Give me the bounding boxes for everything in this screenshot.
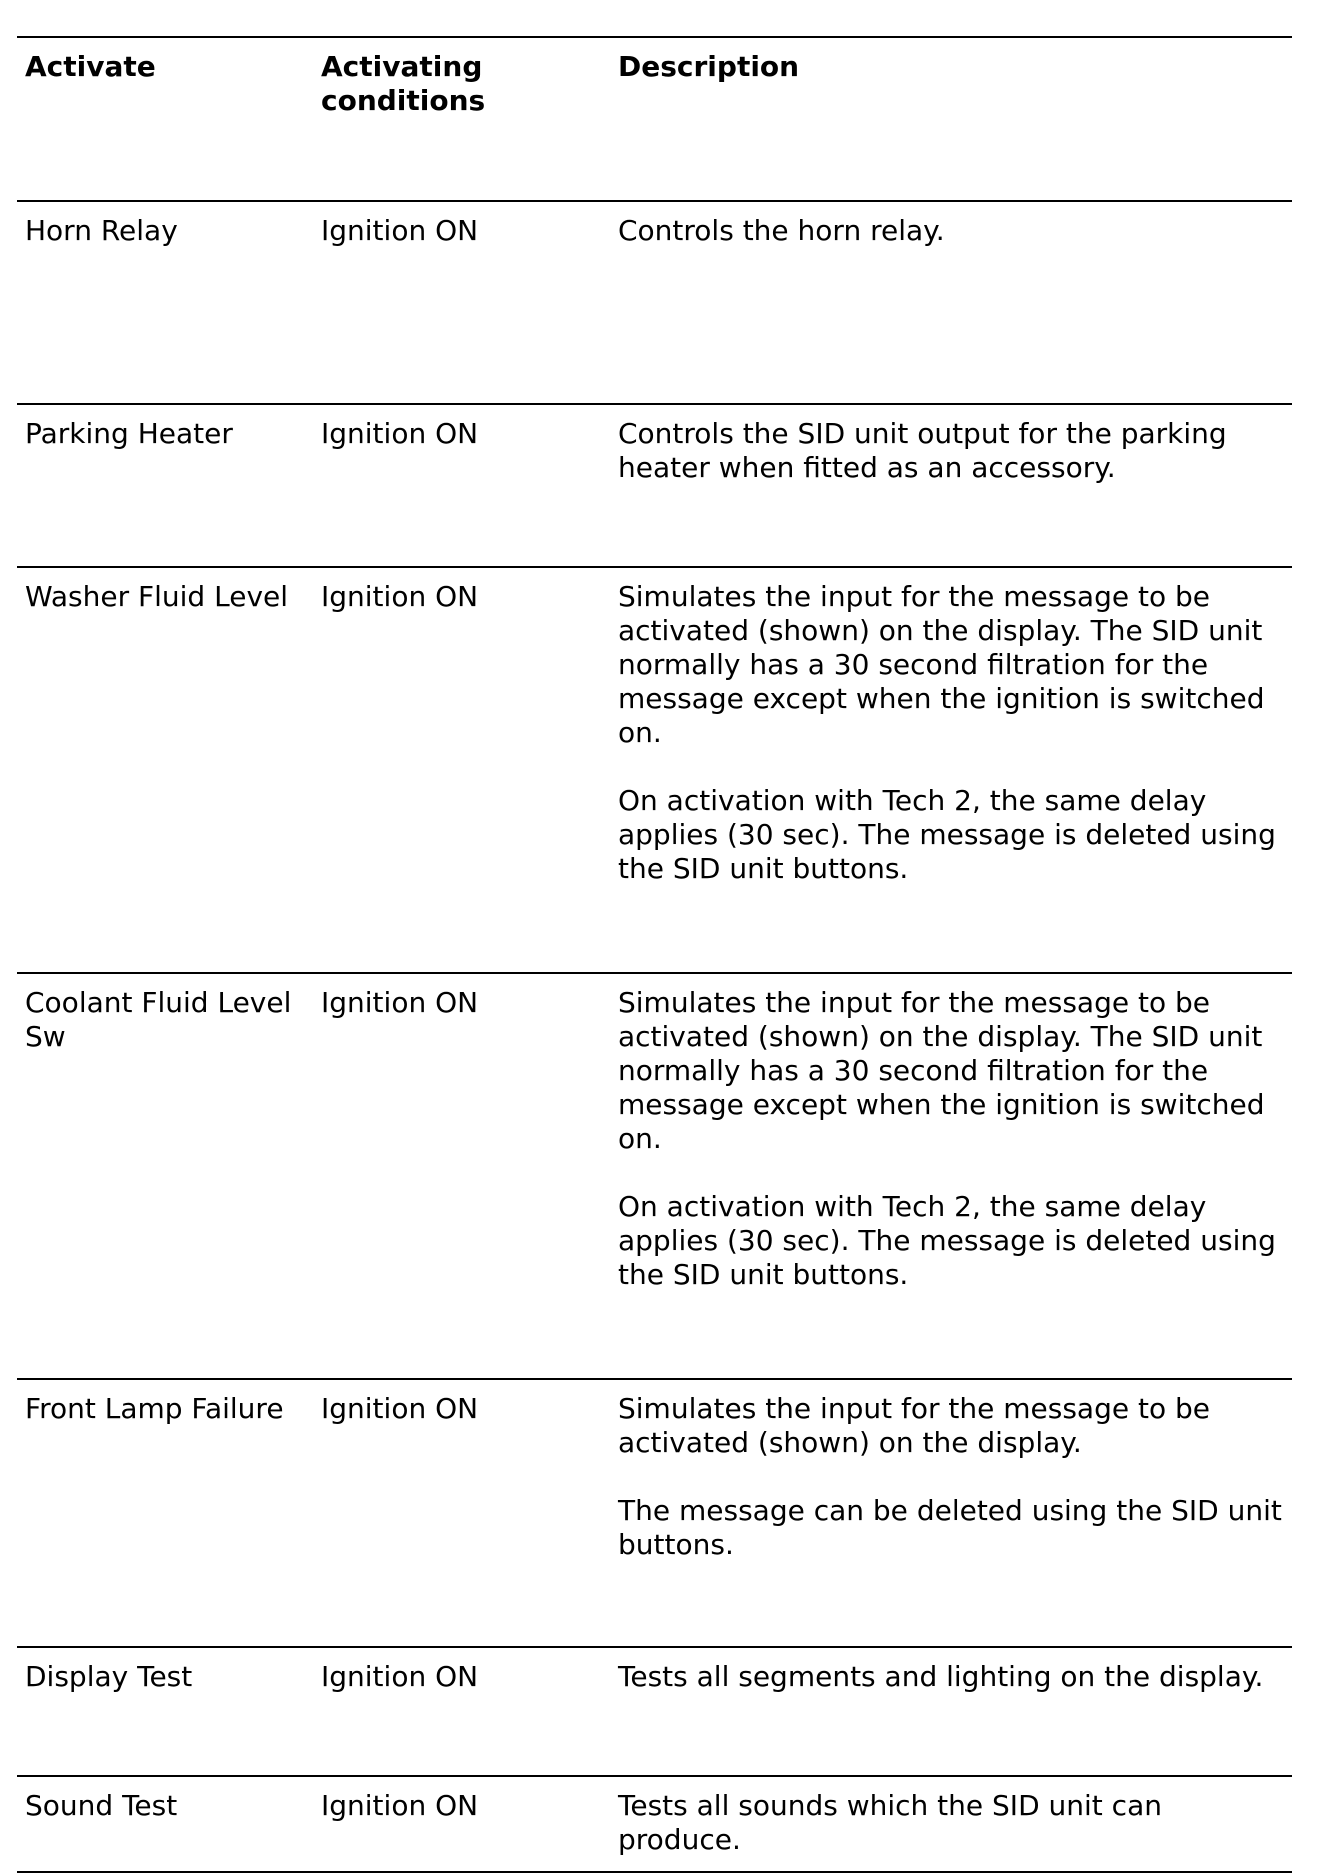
row-description	[618, 214, 1290, 248]
activation-table	[17, 36, 1292, 1873]
table-header-row	[17, 36, 1292, 200]
description-paragraph: Simulates the input for the message to be activated (shown) on the display.	[618, 1392, 1210, 1459]
row-description	[618, 986, 1290, 1292]
header-description: Description	[618, 50, 800, 83]
header-activate: Activate	[25, 50, 156, 83]
row-conditions: Ignition ON	[321, 580, 479, 613]
description-paragraph: Controls the horn relay.	[618, 214, 945, 247]
description-paragraph: Controls the SID unit output for the parking heater when fitted as an accessory.	[618, 417, 1227, 484]
row-conditions: Ignition ON	[321, 214, 479, 247]
row-conditions: Ignition ON	[321, 1660, 479, 1693]
table-row	[17, 1378, 1292, 1646]
table-row	[17, 1646, 1292, 1775]
row-description	[618, 417, 1290, 485]
row-description	[618, 1660, 1290, 1694]
table-row	[17, 566, 1292, 972]
row-activate: Front Lamp Failure	[25, 1392, 284, 1425]
row-conditions: Ignition ON	[321, 1789, 479, 1822]
description-paragraph: Simulates the input for the message to be activated (shown) on the display. The SID unit normally has a 30 second filtration for the message except when the ignition is switched on.	[618, 580, 1265, 749]
table-row	[17, 403, 1292, 566]
row-description	[618, 1789, 1290, 1857]
row-conditions: Ignition ON	[321, 1392, 479, 1425]
description-paragraph: Simulates the input for the message to be activated (shown) on the display. The SID unit normally has a 30 second filtration for the message except when the ignition is switched on.	[618, 986, 1265, 1155]
row-activate: Washer Fluid Level	[25, 580, 289, 613]
row-activate: Coolant Fluid Level Sw	[25, 986, 292, 1053]
row-conditions: Ignition ON	[321, 986, 479, 1019]
table-row	[17, 200, 1292, 403]
description-paragraph: The message can be deleted using the SID unit buttons.	[618, 1494, 1282, 1561]
table-row	[17, 1775, 1292, 1873]
row-activate: Parking Heater	[25, 417, 233, 450]
header-activating-conditions: Activating conditions	[321, 50, 486, 117]
table-row	[17, 972, 1292, 1378]
row-description	[618, 1392, 1290, 1562]
description-paragraph: On activation with Tech 2, the same delay applies (30 sec). The message is deleted using the SID unit buttons.	[618, 784, 1276, 885]
row-conditions: Ignition ON	[321, 417, 479, 450]
description-paragraph: On activation with Tech 2, the same delay applies (30 sec). The message is deleted using the SID unit buttons.	[618, 1190, 1276, 1291]
description-paragraph: Tests all sounds which the SID unit can produce.	[618, 1789, 1162, 1856]
row-activate: Display Test	[25, 1660, 193, 1693]
row-description	[618, 580, 1290, 886]
row-activate: Sound Test	[25, 1789, 178, 1822]
description-paragraph: Tests all segments and lighting on the display.	[618, 1660, 1264, 1693]
row-activate: Horn Relay	[25, 214, 178, 247]
